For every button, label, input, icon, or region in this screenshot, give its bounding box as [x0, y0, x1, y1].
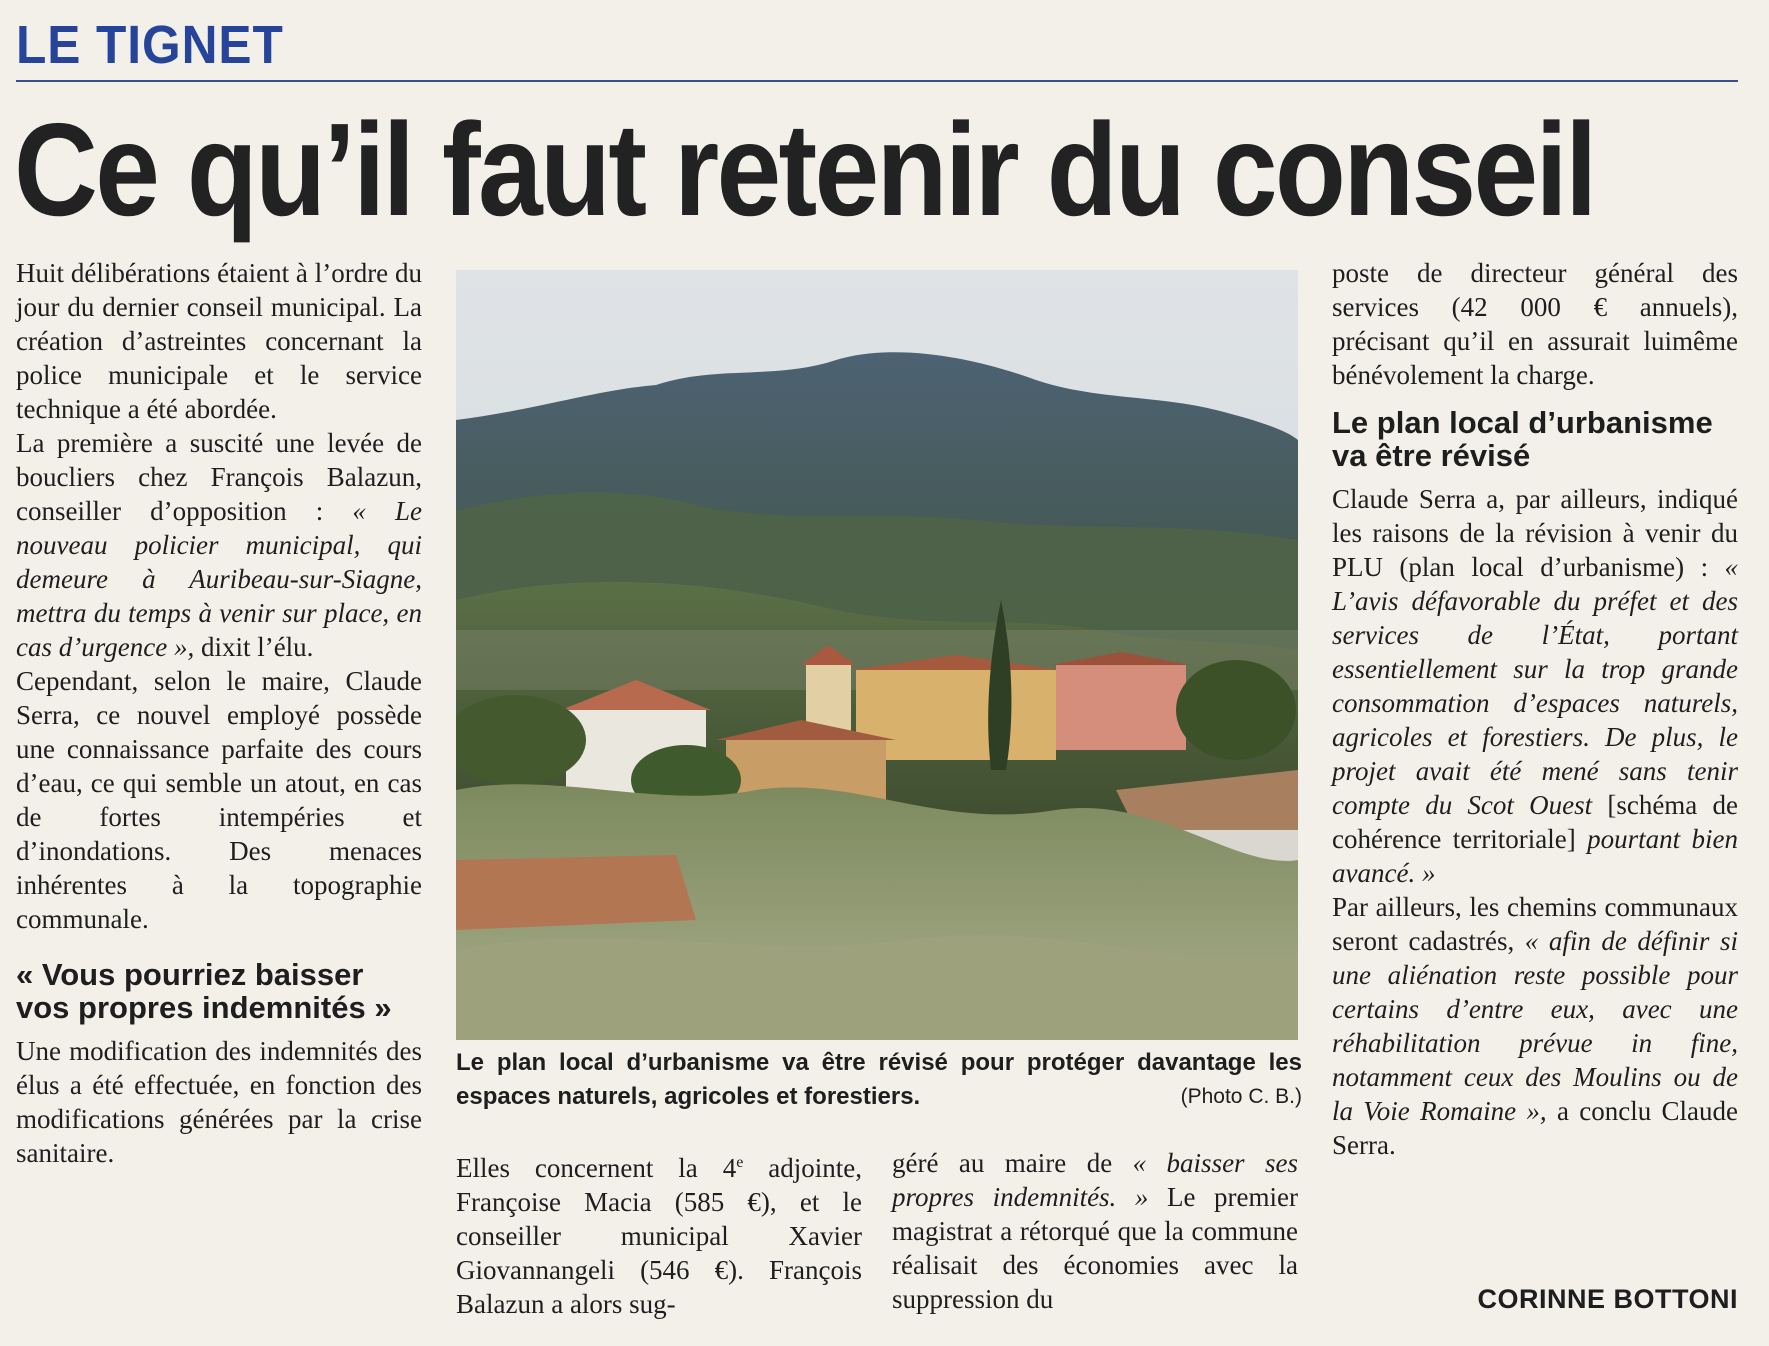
text-run: a conclu Claude Serra. [1332, 1096, 1738, 1160]
quote: « Le nouveau policier municipal, qui demeure à Auribeau-sur-Siagne, mettra du temps à venir sur place, en cas d’urgence », [16, 496, 422, 662]
section-rule [16, 80, 1738, 82]
paragraph: Huit délibérations étaient à l’ordre du jour du dernier conseil municipal. La création d’astreintes concernant la police municipale et le service technique a été abordée. [16, 258, 422, 424]
article-headline: Ce qu’il faut retenir du conseil [14, 96, 1595, 243]
article-column-2 [456, 1146, 862, 1321]
superscript: e [736, 1154, 744, 1171]
text-run: Elles concernent la 4 [456, 1153, 737, 1183]
subheading: Le plan local d’urbanisme va être révisé [1332, 405, 1713, 473]
paragraph [1332, 482, 1738, 890]
text-run: Par ailleurs, les chemins communaux seront cadastrés, [1332, 892, 1738, 956]
article-column-1 [16, 256, 422, 1170]
paragraph [456, 1146, 862, 1321]
text-run: Claude Serra a, par ailleurs, indiqué les raisons de la révision à venir du PLU (plan local d’urbanisme) : [1332, 484, 1738, 582]
paragraph [1332, 890, 1738, 1162]
quote: pourtant bien avancé. » [1332, 824, 1738, 888]
paragraph: Cependant, selon le maire, Claude Serra, ce nouvel employé possède une connaissance parfaite des cours d’eau, ce qui semble un atout, en cas de fortes intempéries et d’inondations. Des menaces inhérentes à la topographie communale. [16, 666, 422, 934]
quote: « baisser ses propres indemnités. » [892, 1148, 1298, 1212]
photo-caption [456, 1046, 1302, 1114]
bracket-note: [schéma de cohérence territoriale] [1332, 790, 1739, 854]
paragraph: poste de directeur général des services (42 000 € annuels), précisant qu’il en assurait luimême bénévolement la charge. [1332, 258, 1738, 390]
article-photo [456, 270, 1298, 1040]
caption-text: Le plan local d’urbanisme va être révisé pour protéger davantage les espaces naturels, agricoles et forestiers. [456, 1049, 1302, 1110]
paragraph [892, 1146, 1298, 1316]
photo-credit: (Photo C. B.) [1180, 1085, 1302, 1108]
quote: « afin de définir si une aliénation reste possible pour certains d’entre eux, avec une réhabilitation prévue in fine, notamment ceux des Moulins ou de la Voie Romaine », [1332, 926, 1738, 1126]
article-column-4 [1332, 256, 1738, 1162]
paragraph [16, 426, 422, 664]
text-run: La première a suscité une levée de boucliers chez François Balazun, conseiller d’opposition : [16, 428, 422, 526]
author-signature: CORINNE BOTTONI [1477, 1284, 1738, 1314]
text-run: adjointe, Françoise Macia (585 €), et le conseiller municipal Xavier Giovannangeli (546 €). François Balazun a alors sug- [456, 1153, 862, 1319]
village-landscape-photo [456, 270, 1298, 1040]
text-run: géré au maire de [892, 1148, 1133, 1178]
text-run: dixit l’élu. [200, 632, 314, 662]
paragraph: Une modification des indemnités des élus a été effectuée, en fonction des modifications générées par la crise sanitaire. [16, 1036, 422, 1168]
quote: « L’avis défavorable du préfet et des services de l’État, portant essentiellement sur la trop grande consommation d’espaces naturels, agricoles et forestiers. De plus, le projet avait été mené sans tenir compte du Scot Ouest [1332, 552, 1738, 820]
section-rubric: LE TIGNET [16, 15, 284, 75]
text-run: Le premier magistrat a rétorqué que la commune réalisait des économies avec la suppression du [892, 1182, 1298, 1314]
article-column-3 [892, 1146, 1298, 1316]
subheading: « Vous pourriez baisser vos propres indemnités » [16, 957, 392, 1025]
